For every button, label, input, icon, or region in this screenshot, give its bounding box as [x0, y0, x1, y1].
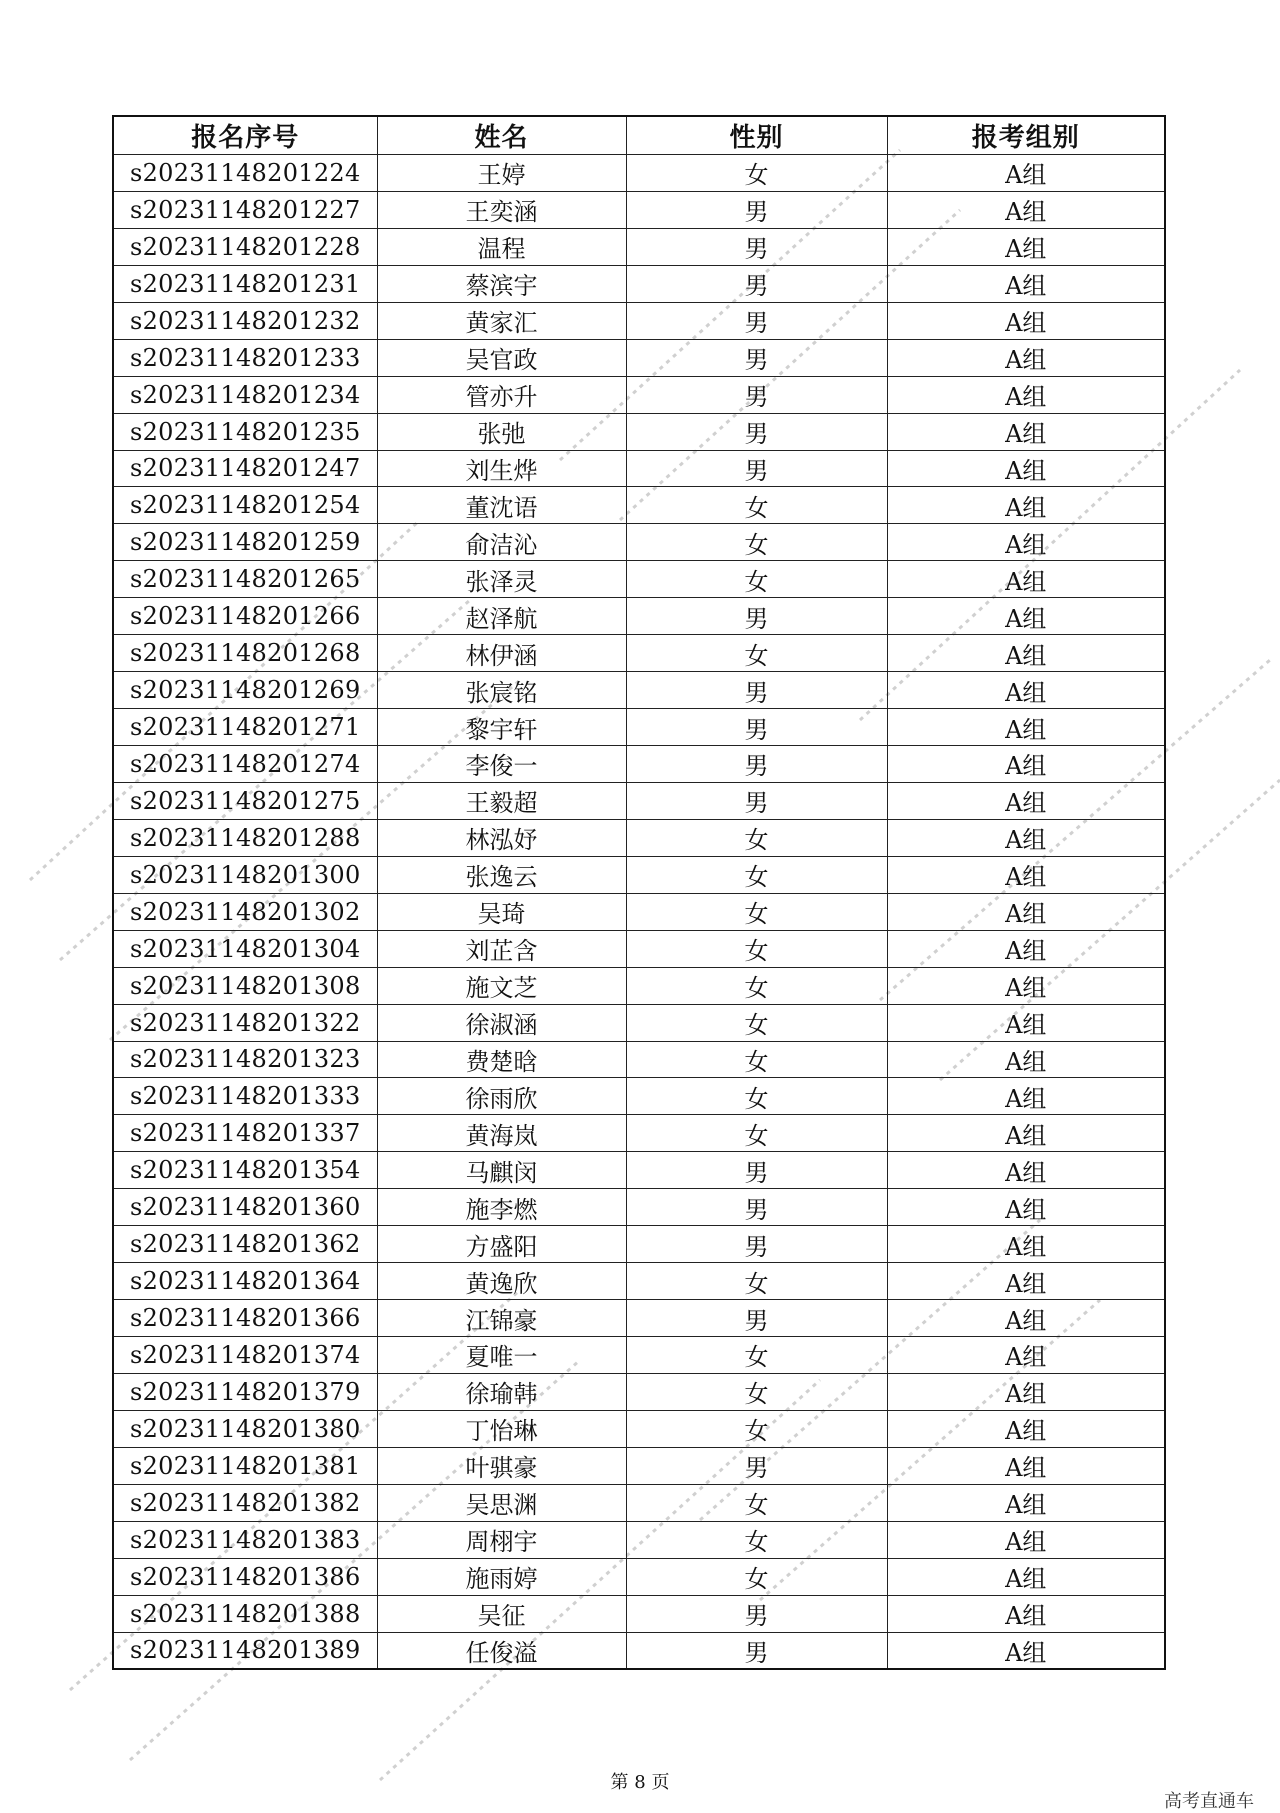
cell-exam-group: A组: [887, 856, 1165, 893]
roster-table-container: [112, 115, 1164, 1670]
cell-name: 方盛阳: [377, 1226, 626, 1263]
cell-gender: 男: [626, 709, 887, 746]
cell-name: 徐雨欣: [377, 1078, 626, 1115]
cell-gender: 女: [626, 967, 887, 1004]
cell-gender: 女: [626, 155, 887, 192]
cell-exam-group: A组: [887, 782, 1165, 819]
cell-registration-number: s20231148201379: [113, 1373, 377, 1410]
cell-gender: 男: [626, 1595, 887, 1632]
cell-gender: 女: [626, 524, 887, 561]
cell-gender: 男: [626, 228, 887, 265]
cell-registration-number: s20231148201383: [113, 1521, 377, 1558]
table-row: [113, 524, 1165, 561]
table-row: [113, 782, 1165, 819]
cell-exam-group: A组: [887, 893, 1165, 930]
cell-name: 施李燃: [377, 1189, 626, 1226]
cell-gender: 男: [626, 1226, 887, 1263]
cell-registration-number: s20231148201322: [113, 1004, 377, 1041]
cell-name: 管亦升: [377, 376, 626, 413]
cell-name: 黄逸欣: [377, 1263, 626, 1300]
cell-registration-number: s20231148201333: [113, 1078, 377, 1115]
cell-name: 马麒闵: [377, 1152, 626, 1189]
table-row: [113, 265, 1165, 302]
cell-exam-group: A组: [887, 1115, 1165, 1152]
cell-registration-number: s20231148201388: [113, 1595, 377, 1632]
cell-exam-group: A组: [887, 191, 1165, 228]
header-registration-number: 报名序号: [113, 116, 377, 155]
cell-gender: 女: [626, 1115, 887, 1152]
cell-registration-number: s20231148201275: [113, 782, 377, 819]
cell-gender: 女: [626, 1558, 887, 1595]
table-row: [113, 1410, 1165, 1447]
cell-exam-group: A组: [887, 709, 1165, 746]
table-row: [113, 1558, 1165, 1595]
cell-exam-group: A组: [887, 561, 1165, 598]
cell-name: 张逸云: [377, 856, 626, 893]
cell-exam-group: A组: [887, 1410, 1165, 1447]
cell-exam-group: A组: [887, 1300, 1165, 1337]
cell-exam-group: A组: [887, 228, 1165, 265]
cell-name: 黎宇轩: [377, 709, 626, 746]
header-exam-group: 报考组别: [887, 116, 1165, 155]
cell-gender: 男: [626, 746, 887, 783]
cell-gender: 男: [626, 376, 887, 413]
cell-gender: 女: [626, 893, 887, 930]
cell-name: 张弛: [377, 413, 626, 450]
cell-name: 徐瑜韩: [377, 1373, 626, 1410]
cell-exam-group: A组: [887, 1189, 1165, 1226]
cell-registration-number: s20231148201364: [113, 1263, 377, 1300]
cell-exam-group: A组: [887, 413, 1165, 450]
cell-exam-group: A组: [887, 524, 1165, 561]
cell-exam-group: A组: [887, 1226, 1165, 1263]
cell-registration-number: s20231148201354: [113, 1152, 377, 1189]
table-row: [113, 1300, 1165, 1337]
cell-registration-number: s20231148201366: [113, 1300, 377, 1337]
table-row: [113, 155, 1165, 192]
cell-registration-number: s20231148201233: [113, 339, 377, 376]
cell-registration-number: s20231148201266: [113, 598, 377, 635]
cell-gender: 男: [626, 1152, 887, 1189]
table-row: [113, 1226, 1165, 1263]
cell-registration-number: s20231148201268: [113, 635, 377, 672]
cell-registration-number: s20231148201254: [113, 487, 377, 524]
cell-name: 任俊溢: [377, 1632, 626, 1669]
cell-exam-group: A组: [887, 339, 1165, 376]
table-header-row: [113, 116, 1165, 155]
cell-gender: 男: [626, 1447, 887, 1484]
cell-exam-group: A组: [887, 1004, 1165, 1041]
table-row: [113, 1004, 1165, 1041]
cell-exam-group: A组: [887, 930, 1165, 967]
cell-exam-group: A组: [887, 376, 1165, 413]
cell-gender: 女: [626, 1484, 887, 1521]
cell-registration-number: s20231148201308: [113, 967, 377, 1004]
cell-registration-number: s20231148201374: [113, 1337, 377, 1374]
cell-name: 王婷: [377, 155, 626, 192]
table-row: [113, 930, 1165, 967]
cell-name: 王毅超: [377, 782, 626, 819]
cell-registration-number: s20231148201231: [113, 265, 377, 302]
cell-name: 林泓妤: [377, 819, 626, 856]
cell-registration-number: s20231148201269: [113, 672, 377, 709]
table-row: [113, 635, 1165, 672]
cell-gender: 男: [626, 1632, 887, 1669]
cell-name: 吴思渊: [377, 1484, 626, 1521]
cell-registration-number: s20231148201228: [113, 228, 377, 265]
cell-name: 丁怡琳: [377, 1410, 626, 1447]
cell-registration-number: s20231148201381: [113, 1447, 377, 1484]
cell-exam-group: A组: [887, 1373, 1165, 1410]
table-row: [113, 191, 1165, 228]
table-row: [113, 302, 1165, 339]
cell-gender: 男: [626, 450, 887, 487]
cell-name: 蔡滨宇: [377, 265, 626, 302]
cell-exam-group: A组: [887, 746, 1165, 783]
cell-registration-number: s20231148201232: [113, 302, 377, 339]
table-row: [113, 1115, 1165, 1152]
table-row: [113, 1152, 1165, 1189]
cell-exam-group: A组: [887, 635, 1165, 672]
cell-exam-group: A组: [887, 1078, 1165, 1115]
page-number: 第 8 页: [610, 1772, 670, 1793]
cell-gender: 女: [626, 1373, 887, 1410]
cell-registration-number: s20231148201389: [113, 1632, 377, 1669]
cell-gender: 男: [626, 339, 887, 376]
cell-gender: 女: [626, 1078, 887, 1115]
cell-gender: 女: [626, 1041, 887, 1078]
cell-name: 刘生烨: [377, 450, 626, 487]
cell-registration-number: s20231148201362: [113, 1226, 377, 1263]
cell-gender: 女: [626, 930, 887, 967]
cell-exam-group: A组: [887, 1041, 1165, 1078]
cell-gender: 女: [626, 635, 887, 672]
table-row: [113, 1189, 1165, 1226]
cell-name: 黄家汇: [377, 302, 626, 339]
cell-name: 江锦豪: [377, 1300, 626, 1337]
cell-name: 张泽灵: [377, 561, 626, 598]
cell-registration-number: s20231148201234: [113, 376, 377, 413]
cell-exam-group: A组: [887, 1152, 1165, 1189]
cell-exam-group: A组: [887, 265, 1165, 302]
cell-registration-number: s20231148201274: [113, 746, 377, 783]
cell-gender: 男: [626, 413, 887, 450]
cell-gender: 女: [626, 1263, 887, 1300]
cell-exam-group: A组: [887, 155, 1165, 192]
cell-registration-number: s20231148201337: [113, 1115, 377, 1152]
table-row: [113, 893, 1165, 930]
cell-name: 董沈语: [377, 487, 626, 524]
cell-registration-number: s20231148201259: [113, 524, 377, 561]
cell-registration-number: s20231148201304: [113, 930, 377, 967]
table-row: [113, 709, 1165, 746]
table-row: [113, 487, 1165, 524]
cell-registration-number: s20231148201227: [113, 191, 377, 228]
cell-name: 吴官政: [377, 339, 626, 376]
cell-registration-number: s20231148201386: [113, 1558, 377, 1595]
cell-exam-group: A组: [887, 450, 1165, 487]
cell-gender: 女: [626, 1521, 887, 1558]
table-row: [113, 1595, 1165, 1632]
cell-exam-group: A组: [887, 598, 1165, 635]
cell-gender: 女: [626, 1410, 887, 1447]
cell-gender: 男: [626, 672, 887, 709]
roster-table: [112, 115, 1166, 1670]
cell-name: 周栩宇: [377, 1521, 626, 1558]
cell-exam-group: A组: [887, 302, 1165, 339]
cell-exam-group: A组: [887, 1632, 1165, 1669]
header-gender: 性别: [626, 116, 887, 155]
cell-gender: 男: [626, 598, 887, 635]
cell-name: 施文芝: [377, 967, 626, 1004]
cell-exam-group: A组: [887, 1337, 1165, 1374]
cell-registration-number: s20231148201380: [113, 1410, 377, 1447]
table-row: [113, 1337, 1165, 1374]
cell-gender: 男: [626, 1189, 887, 1226]
cell-gender: 女: [626, 856, 887, 893]
cell-name: 俞洁沁: [377, 524, 626, 561]
table-row: [113, 450, 1165, 487]
table-row: [113, 339, 1165, 376]
table-row: [113, 1263, 1165, 1300]
cell-name: 刘芷含: [377, 930, 626, 967]
cell-exam-group: A组: [887, 1595, 1165, 1632]
cell-registration-number: s20231148201360: [113, 1189, 377, 1226]
cell-registration-number: s20231148201235: [113, 413, 377, 450]
cell-name: 叶骐豪: [377, 1447, 626, 1484]
cell-exam-group: A组: [887, 1263, 1165, 1300]
cell-registration-number: s20231148201271: [113, 709, 377, 746]
cell-name: 夏唯一: [377, 1337, 626, 1374]
cell-registration-number: s20231148201224: [113, 155, 377, 192]
cell-name: 王奕涵: [377, 191, 626, 228]
table-body: [113, 155, 1165, 1670]
cell-name: 施雨婷: [377, 1558, 626, 1595]
table-row: [113, 856, 1165, 893]
cell-registration-number: s20231148201265: [113, 561, 377, 598]
table-row: [113, 1632, 1165, 1669]
table-row: [113, 819, 1165, 856]
table-row: [113, 598, 1165, 635]
cell-gender: 女: [626, 1004, 887, 1041]
cell-exam-group: A组: [887, 1558, 1165, 1595]
cell-name: 张宸铭: [377, 672, 626, 709]
table-row: [113, 967, 1165, 1004]
cell-gender: 女: [626, 1337, 887, 1374]
cell-gender: 男: [626, 1300, 887, 1337]
header-name: 姓名: [377, 116, 626, 155]
cell-name: 林伊涵: [377, 635, 626, 672]
cell-exam-group: A组: [887, 672, 1165, 709]
table-row: [113, 1041, 1165, 1078]
table-row: [113, 228, 1165, 265]
cell-gender: 男: [626, 191, 887, 228]
cell-name: 赵泽航: [377, 598, 626, 635]
cell-name: 李俊一: [377, 746, 626, 783]
table-row: [113, 1484, 1165, 1521]
cell-registration-number: s20231148201247: [113, 450, 377, 487]
cell-registration-number: s20231148201323: [113, 1041, 377, 1078]
cell-registration-number: s20231148201300: [113, 856, 377, 893]
cell-gender: 女: [626, 561, 887, 598]
cell-exam-group: A组: [887, 487, 1165, 524]
cell-registration-number: s20231148201382: [113, 1484, 377, 1521]
cell-gender: 女: [626, 487, 887, 524]
table-row: [113, 376, 1165, 413]
corner-logo-text: 高考直通车: [1164, 1791, 1254, 1812]
cell-exam-group: A组: [887, 967, 1165, 1004]
cell-name: 吴征: [377, 1595, 626, 1632]
cell-name: 温程: [377, 228, 626, 265]
cell-exam-group: A组: [887, 1521, 1165, 1558]
cell-exam-group: A组: [887, 819, 1165, 856]
cell-exam-group: A组: [887, 1447, 1165, 1484]
cell-exam-group: A组: [887, 1484, 1165, 1521]
table-row: [113, 561, 1165, 598]
table-row: [113, 1373, 1165, 1410]
cell-name: 徐淑涵: [377, 1004, 626, 1041]
cell-name: 吴琦: [377, 893, 626, 930]
cell-gender: 女: [626, 819, 887, 856]
cell-gender: 男: [626, 782, 887, 819]
table-row: [113, 746, 1165, 783]
cell-registration-number: s20231148201288: [113, 819, 377, 856]
table-row: [113, 1521, 1165, 1558]
table-row: [113, 672, 1165, 709]
cell-registration-number: s20231148201302: [113, 893, 377, 930]
cell-gender: 男: [626, 302, 887, 339]
cell-gender: 男: [626, 265, 887, 302]
cell-name: 费楚晗: [377, 1041, 626, 1078]
table-row: [113, 1447, 1165, 1484]
table-row: [113, 1078, 1165, 1115]
table-row: [113, 413, 1165, 450]
cell-name: 黄海岚: [377, 1115, 626, 1152]
